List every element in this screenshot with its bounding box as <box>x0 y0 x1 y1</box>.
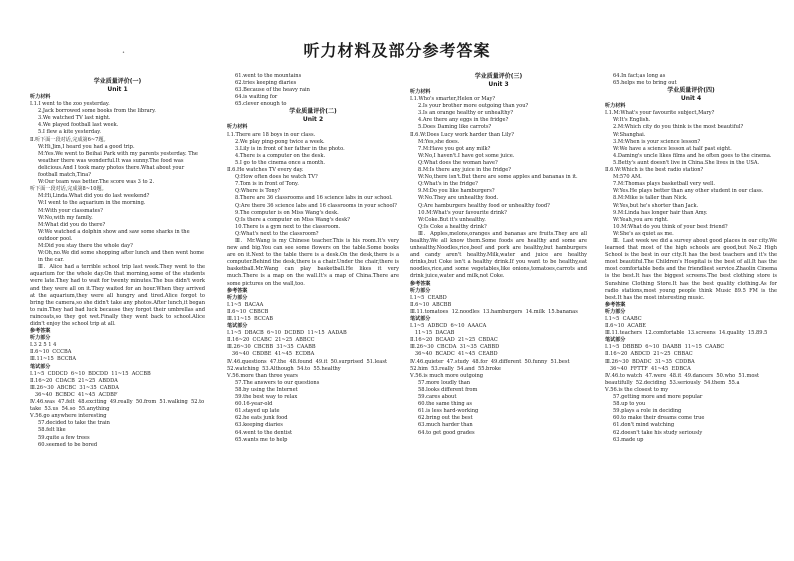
text-line: 5.Does Daming like carrots? <box>418 124 492 131</box>
text-line: 57.getting more and more popular <box>613 394 703 401</box>
text-line: 60.seemed to be bored <box>38 441 98 448</box>
listening-passage: Ⅲ. Alice had a terrible school trip last week.They went to the aquarium for the whole day.On that morning,some of the students were late.They had to wait for twenty minutes.The bus didn't work and they were all on it.They waited for an hour.When they arrived at the aquarium,they were all hungry and tired.Alice forgot to bring the camera,so she didn't take any photos.After lunch,it began to rain.They had bad luck because they forgot their umbrellas and raincoats,so they got wet.Finally they went back to school.Alice didn't enjoy the school trip at all. <box>30 264 207 327</box>
text-line: 62.doesn't take his study seriously <box>613 429 703 436</box>
text-line: 3.M:When is your science lesson? <box>613 138 701 145</box>
text-line: 36~40 FFTTF 41~45 EDBCA <box>605 365 691 372</box>
text-line: 36~40 CBDBE 41~45 ECDBA <box>227 351 315 358</box>
text-line: W:Shanghai. <box>613 131 646 138</box>
text-line: 61.went to the mountains <box>235 73 302 79</box>
text-line: 64.went to the dentist <box>235 429 293 436</box>
column-1 <box>30 78 205 558</box>
section-heading: 学业质量评价(一) <box>93 78 142 85</box>
page-title: 听力材料及部分参考答案 <box>303 41 491 60</box>
text-line: Q:How often does he watch TV? <box>235 174 318 181</box>
text-line: 5.Betty's aunt doesn't live in China.She lives in the USA. <box>613 159 760 166</box>
column-3 <box>410 73 587 558</box>
text-line: 65.wants me to help <box>235 436 288 443</box>
text-line: Ⅰ.1.There are 18 boys in our class. <box>227 131 316 138</box>
text-line: 58.up to you <box>613 401 646 408</box>
text-line: 62.tries keeping diaries <box>235 80 297 87</box>
text-line: W:Yeah,you are right. <box>613 216 669 223</box>
text-line: Ⅴ.56.is much more outgoing <box>410 372 483 379</box>
text-line: Ⅰ.1~5 CAABC <box>605 316 642 322</box>
text-line: 61.don't mind watching <box>613 422 675 429</box>
subsection-label: 听力材料 <box>410 89 431 95</box>
text-line: 62.bring out the best <box>418 415 473 422</box>
text-line: Ⅱ.6.W:Which is the best radio station? <box>605 167 704 174</box>
text-line: Ⅰ.1~5 CDDCD 6~10 BDCDD 11~15 ACCBB <box>30 370 151 377</box>
subsection-label: 听力材料 <box>30 94 51 100</box>
text-line: M:What did you do there? <box>38 221 106 228</box>
text-line: Ⅱ.6.W:Does Lucy work harder than Lily? <box>410 131 515 138</box>
text-line: Ⅱ.听下面一段对话,完成第6~7题。 <box>30 136 109 143</box>
text-line: M:Did you stay there the whole day? <box>38 242 133 249</box>
text-line: W:No,with my family. <box>38 214 93 221</box>
text-line: 2.Is your brother more outgoing than you? <box>418 103 529 110</box>
subsection-label: 听力部分 <box>30 335 51 342</box>
text-line: 63.Because of the heavy rain <box>235 87 310 94</box>
text-line: M:570 AM. <box>613 174 642 181</box>
text-line: W:Yes,but he's shorter than Jack. <box>613 202 699 209</box>
text-line: W:Coke.But it's unhealthy. <box>418 216 486 223</box>
text-line: Ⅴ.56.is the closest to my <box>605 386 669 393</box>
text-line: 3.We watched TV last night. <box>38 115 111 122</box>
text-line: 59.cares about <box>418 394 457 401</box>
text-line: 65.clever enough to <box>235 101 287 108</box>
text-line: Ⅰ.1.M:What's your favourite subject,Mary? <box>605 110 715 117</box>
text-line: 10.M:What do you think of your best friend? <box>613 223 728 230</box>
text-line: 11~15 DACAB <box>410 330 455 337</box>
text-line: Ⅱ.6~10 CBBCB <box>227 308 269 315</box>
text-line: W:No.They are unhealthy food. <box>418 195 499 202</box>
text-line: 60.to make their dreams come true <box>613 415 705 422</box>
text-line: Ⅰ.1~5 BACAA <box>227 301 264 308</box>
text-line: Ⅲ.26~30 CBCDA 31~35 CABBD <box>410 344 500 351</box>
text-line: Ⅱ.16~20 CCABC 21~25 ABBCC <box>227 337 315 344</box>
subsection-label: 笔试部分 <box>227 323 248 330</box>
text-line: W:Our team was better.The score was 3 to 2. <box>38 179 155 186</box>
text-line: 63.made up <box>613 436 644 443</box>
text-line: 7.Tom is in front of Tony. <box>235 181 299 188</box>
text-line: Ⅳ.46.to watch 47.were 48.it 49.dancers 50.who 51.most beautifully 52.deciding 53.seriously 54.them 55.a <box>605 372 761 386</box>
text-line: W:No,I haven't.I have got some juice. <box>418 152 515 159</box>
text-line: Ⅲ.26~30 BDADC 31~35 CDDBA <box>605 358 695 365</box>
text-line: Q:Is Coke a healthy drink? <box>418 223 487 230</box>
text-line: Q:What's next to the classroom? <box>235 230 319 237</box>
subsection-label: 听力材料 <box>227 124 248 131</box>
text-line: Ⅲ.11.teachers 12.comfortable 13.screens 14.quality 15.89.5 <box>605 330 768 337</box>
subsection-label: 笔试部分 <box>30 363 51 370</box>
text-line: W:It's English. <box>613 117 651 124</box>
text-line: 4.There is a computer on the desk. <box>235 152 326 159</box>
text-line: 2.Jack borrowed some books from the library. <box>38 108 156 115</box>
text-line: Ⅰ.1~5 CEABD <box>410 294 447 301</box>
text-line: 4.Are there any eggs in the fridge? <box>418 117 509 124</box>
text-line: 59.plays a role in deciding <box>613 408 682 415</box>
text-line: Ⅰ.1~5 ADBCD 6~10 AAACA <box>410 323 487 330</box>
text-line: Ⅲ.11.tomatoes 12.noodles 13.hamburgers 14.milk 15.bananas <box>410 308 578 315</box>
text-line: 59.the best way to relax <box>235 394 298 401</box>
text-line: 58.looks different from <box>418 386 478 393</box>
text-line: Ⅲ.11~15 BCCBA <box>30 356 77 363</box>
column-4 <box>605 73 777 558</box>
listening-passage: Ⅲ. Last week we did a survey about good places in our city.We learned that most of the high schools are good,but No.2 High School is the best in our city.It has the best teachers and it's the most beautiful.The Children's Hospital is the best of all.It has the most comfortable beds and the friendliest service.Zhaolin Cinema is the best.It has the biggest screens.The best clothing store is Sunshine Clothing Store.It has the best quality clothing.As for radio stations,most young people think Music 89.5 FM is the best.It has the most interesting music. <box>605 237 779 301</box>
subsection-label: 参考答案 <box>30 328 51 335</box>
text-line: Q:Where is Tony? <box>235 188 281 195</box>
text-line: Ⅴ.56.go anywhere interesting <box>30 413 107 420</box>
subsection-label: 参考答案 <box>410 280 431 287</box>
text-line: 57.more loudly than <box>418 379 471 386</box>
text-line: Ⅰ.1.I went to the zoo yesterday. <box>30 101 110 108</box>
text-line: W:Oh,no.We did some shopping after lunch and then went home in the car. <box>38 250 206 264</box>
text-line: Ⅱ.16~20 BCAAD 21~25 CBDAC <box>410 337 498 344</box>
text-line: 61.is less hard-working <box>418 408 479 415</box>
section-heading: Unit 2 <box>302 116 324 124</box>
text-line: W:I went to the aquarium in the morning. <box>38 200 146 207</box>
text-line: Ⅱ.6.He watches TV every day. <box>227 167 304 174</box>
text-line: 2.We play ping-pong twice a week. <box>235 138 325 145</box>
text-line: 5.I go to the cinema once a month. <box>235 159 326 166</box>
text-line: Ⅱ.16~20 CDACB 21~25 ABDDA <box>30 377 118 384</box>
subsection-label: 笔试部分 <box>605 337 626 344</box>
text-line: Ⅳ.46.was 47.felt 48.exciting 49.really 50.from 51.walking 52.to take 53.us 54.so 55.anything <box>30 399 206 413</box>
text-line: Q:Is there a computer on Miss Wang's desk? <box>235 216 350 223</box>
text-line: Q:Are hamburgers healthy food or unhealthy food? <box>418 202 550 209</box>
column-2 <box>227 73 399 558</box>
text-line: 10.There is a gym next to the classroom. <box>235 223 341 230</box>
section-heading: Unit 3 <box>488 81 509 88</box>
subsection-label: 听力部分 <box>227 294 248 301</box>
text-line: W:She's as quiet as me. <box>613 230 674 237</box>
text-line: Ⅱ.6~10 CCCBA <box>30 349 72 356</box>
text-line: M:Hi,Linda.What did you do last weekend? <box>38 193 150 200</box>
text-line: 7.M:Thomas plays basketball very well. <box>613 181 715 188</box>
text-line: 64.In fact;as long as <box>613 73 666 79</box>
text-line: 8.M:Is there any juice in the fridge? <box>418 167 511 174</box>
text-line: 57.The answers to our questions <box>235 379 320 386</box>
listening-passage: Ⅲ. Mr.Wang is my Chinese teacher.This is his room.It's very new and big.You can see some flowers on the table.Some books are on it.Next to the table there is a desk.On the desk,there is a computer.Behind the desk,there is a chair.Under the chair,there is basketball.Mr.Wang can play basketball.He likes it very much.There is a map on the wall.It's a map of China.There are some pictures on the wall,too. <box>227 237 401 287</box>
section-heading: Unit 4 <box>680 95 702 103</box>
text-line: Ⅰ.3 2 5 1 4 <box>30 342 57 349</box>
text-line: 64.to get good grades <box>418 429 475 436</box>
subsection-label: 笔试部分 <box>410 316 431 322</box>
text-line: Ⅰ.1~5 DBBBD 6~10 DAABB 11~15 CAABC <box>605 344 725 351</box>
subsection-label: 听力材料 <box>605 103 626 110</box>
subsection-label: 参考答案 <box>227 287 248 294</box>
text-line: 59.quite a few trees <box>38 434 90 441</box>
text-line: W:We watched a dolphin show and saw some sharks in the outdoor pool. <box>38 228 192 242</box>
text-line: 8.There are 36 classrooms and 16 science labs in our school. <box>235 195 393 202</box>
subsection-label: 听力部分 <box>605 308 626 315</box>
text-line: 7.M:Have you got any milk? <box>418 145 491 152</box>
text-line: 听下面一段对话,完成第8~10题。 <box>30 186 107 193</box>
text-line: 4.Daming's uncle likes films and he often goes to the cinema. <box>613 152 772 159</box>
text-line: 65.helps me to bring out <box>613 80 677 87</box>
text-line: 36~40 BCADC 41~45 CEABD <box>410 351 498 358</box>
text-line: 58.felt like <box>38 427 66 434</box>
text-line: Q:What does the woman have? <box>418 159 498 166</box>
text-line: 3.Lily is in front of her father in the photo. <box>235 145 345 152</box>
text-line: 60.16-year-old <box>235 401 273 408</box>
text-line: W:Hi,Jim,I heard you had a good trip. <box>38 143 135 150</box>
text-line: W:Yes.He plays better than any other student in our class. <box>613 188 764 195</box>
text-line: 36~40 BCBDC 41~45 ACDBF <box>30 391 118 398</box>
text-line: Ⅰ.1~5 DBACB 6~10 DCDBD 11~15 AADAB <box>227 330 347 337</box>
text-line: 60.the same thing as <box>418 401 472 408</box>
text-line: 62.he eats junk food <box>235 415 288 422</box>
subsection-label: 听力部分 <box>410 287 431 294</box>
text-line: Ⅱ.6~10 ACABE <box>605 323 647 330</box>
listening-passage: Ⅲ. Apples,melons,oranges and bananas are fruits.They are all healthy.We all know them.Some foods are healthy and some are unhealthy.Noodles,rice,beef and pork are healthy,but hamburgers and candy aren't healthy.Milk,water and juice are healthy drinks,but Coke isn't a healthy drink.If you want to be healthy,eat noodles,rice,and some vegetables,like onions,tomatoes,carrots and drink juice,water and milk,not Coke. <box>410 230 589 280</box>
text-line: W:We have a science lesson at half past eight. <box>613 145 732 152</box>
text-line: Ⅱ.6~10 ABCBB <box>410 301 452 308</box>
text-line: 57.decided to take the train <box>38 420 110 427</box>
text-line: Q:What's in the fridge? <box>418 181 478 188</box>
text-line: Q:Are there 36 science labs and 16 classrooms in your school? <box>235 202 397 209</box>
text-line: 2.M:Which city do you think is the most beautiful? <box>613 124 744 131</box>
text-line: 5.I flew a kite yesterday. <box>38 129 102 136</box>
text-line: Ⅴ.56.more than three years <box>227 372 299 379</box>
text-line: 3.Is an orange healthy or unhealthy? <box>418 110 514 117</box>
text-line: Ⅰ.1.Who's smarter,Helen or May? <box>410 96 496 103</box>
text-line: M:With your classmates? <box>38 207 103 214</box>
text-line: 64.is waiting for <box>235 94 278 101</box>
text-line: Ⅱ.16~20 ABDCD 21~25 CBBAC <box>605 351 693 358</box>
text-line: 63.much harder than <box>418 422 473 429</box>
text-line: 61.stayed up late <box>235 408 280 415</box>
section-heading: Unit 1 <box>107 86 128 93</box>
text-line: 9.M:Linda has longer hair than Amy. <box>613 209 708 216</box>
text-line: 58.by using the Internet <box>235 386 298 393</box>
text-line: 4.We played football last week. <box>38 122 119 129</box>
text-line: Ⅲ.26~30 CBCBB 31~35 CAABB <box>227 344 316 351</box>
text-line: 9.The computer is on Miss Wang's desk. <box>235 209 339 216</box>
text-line: 63.keeping diaries <box>235 422 283 429</box>
text-line: Ⅲ.26~30 ABCBC 31~35 CABDA <box>30 384 119 391</box>
text-line: Ⅳ.46.questions 47.the 48.found 49.it 50.surprised 51.least 52.watching 53.Although 54.to 55.healthy <box>227 358 391 372</box>
text-line: M:Yes,she does. <box>418 138 460 145</box>
subsection-label: 参考答案 <box>605 301 626 308</box>
text-line: Ⅳ.46.quieter 47.study 48.for 49.different 50.funny 51.best 52.him 53.really 54.and 55.broke <box>410 358 573 372</box>
section-heading: 学业质量评价(三) <box>474 73 523 80</box>
text-line: W:No,there isn't.But there are some apples and bananas in it. <box>418 174 578 181</box>
page-mark: • <box>122 50 125 56</box>
text-line: 10.M:What's your favourite drink? <box>418 209 507 216</box>
section-heading: 学业质量评价(四) <box>667 87 715 95</box>
text-line: M:Yes.We went to Beihai Park with my parents yesterday. The weather there was wonderful.It was sunny.The food was delicious.And I took many photos there.What about your football match,Tina? <box>38 150 200 179</box>
text-line: Ⅲ.11~15 BCCAB <box>227 316 274 322</box>
section-heading: 学业质量评价(二) <box>289 108 337 116</box>
text-line: 8.M:Mike is taller than Nick. <box>613 195 688 202</box>
text-line: 9.M:Do you like hamburgers? <box>418 188 495 195</box>
